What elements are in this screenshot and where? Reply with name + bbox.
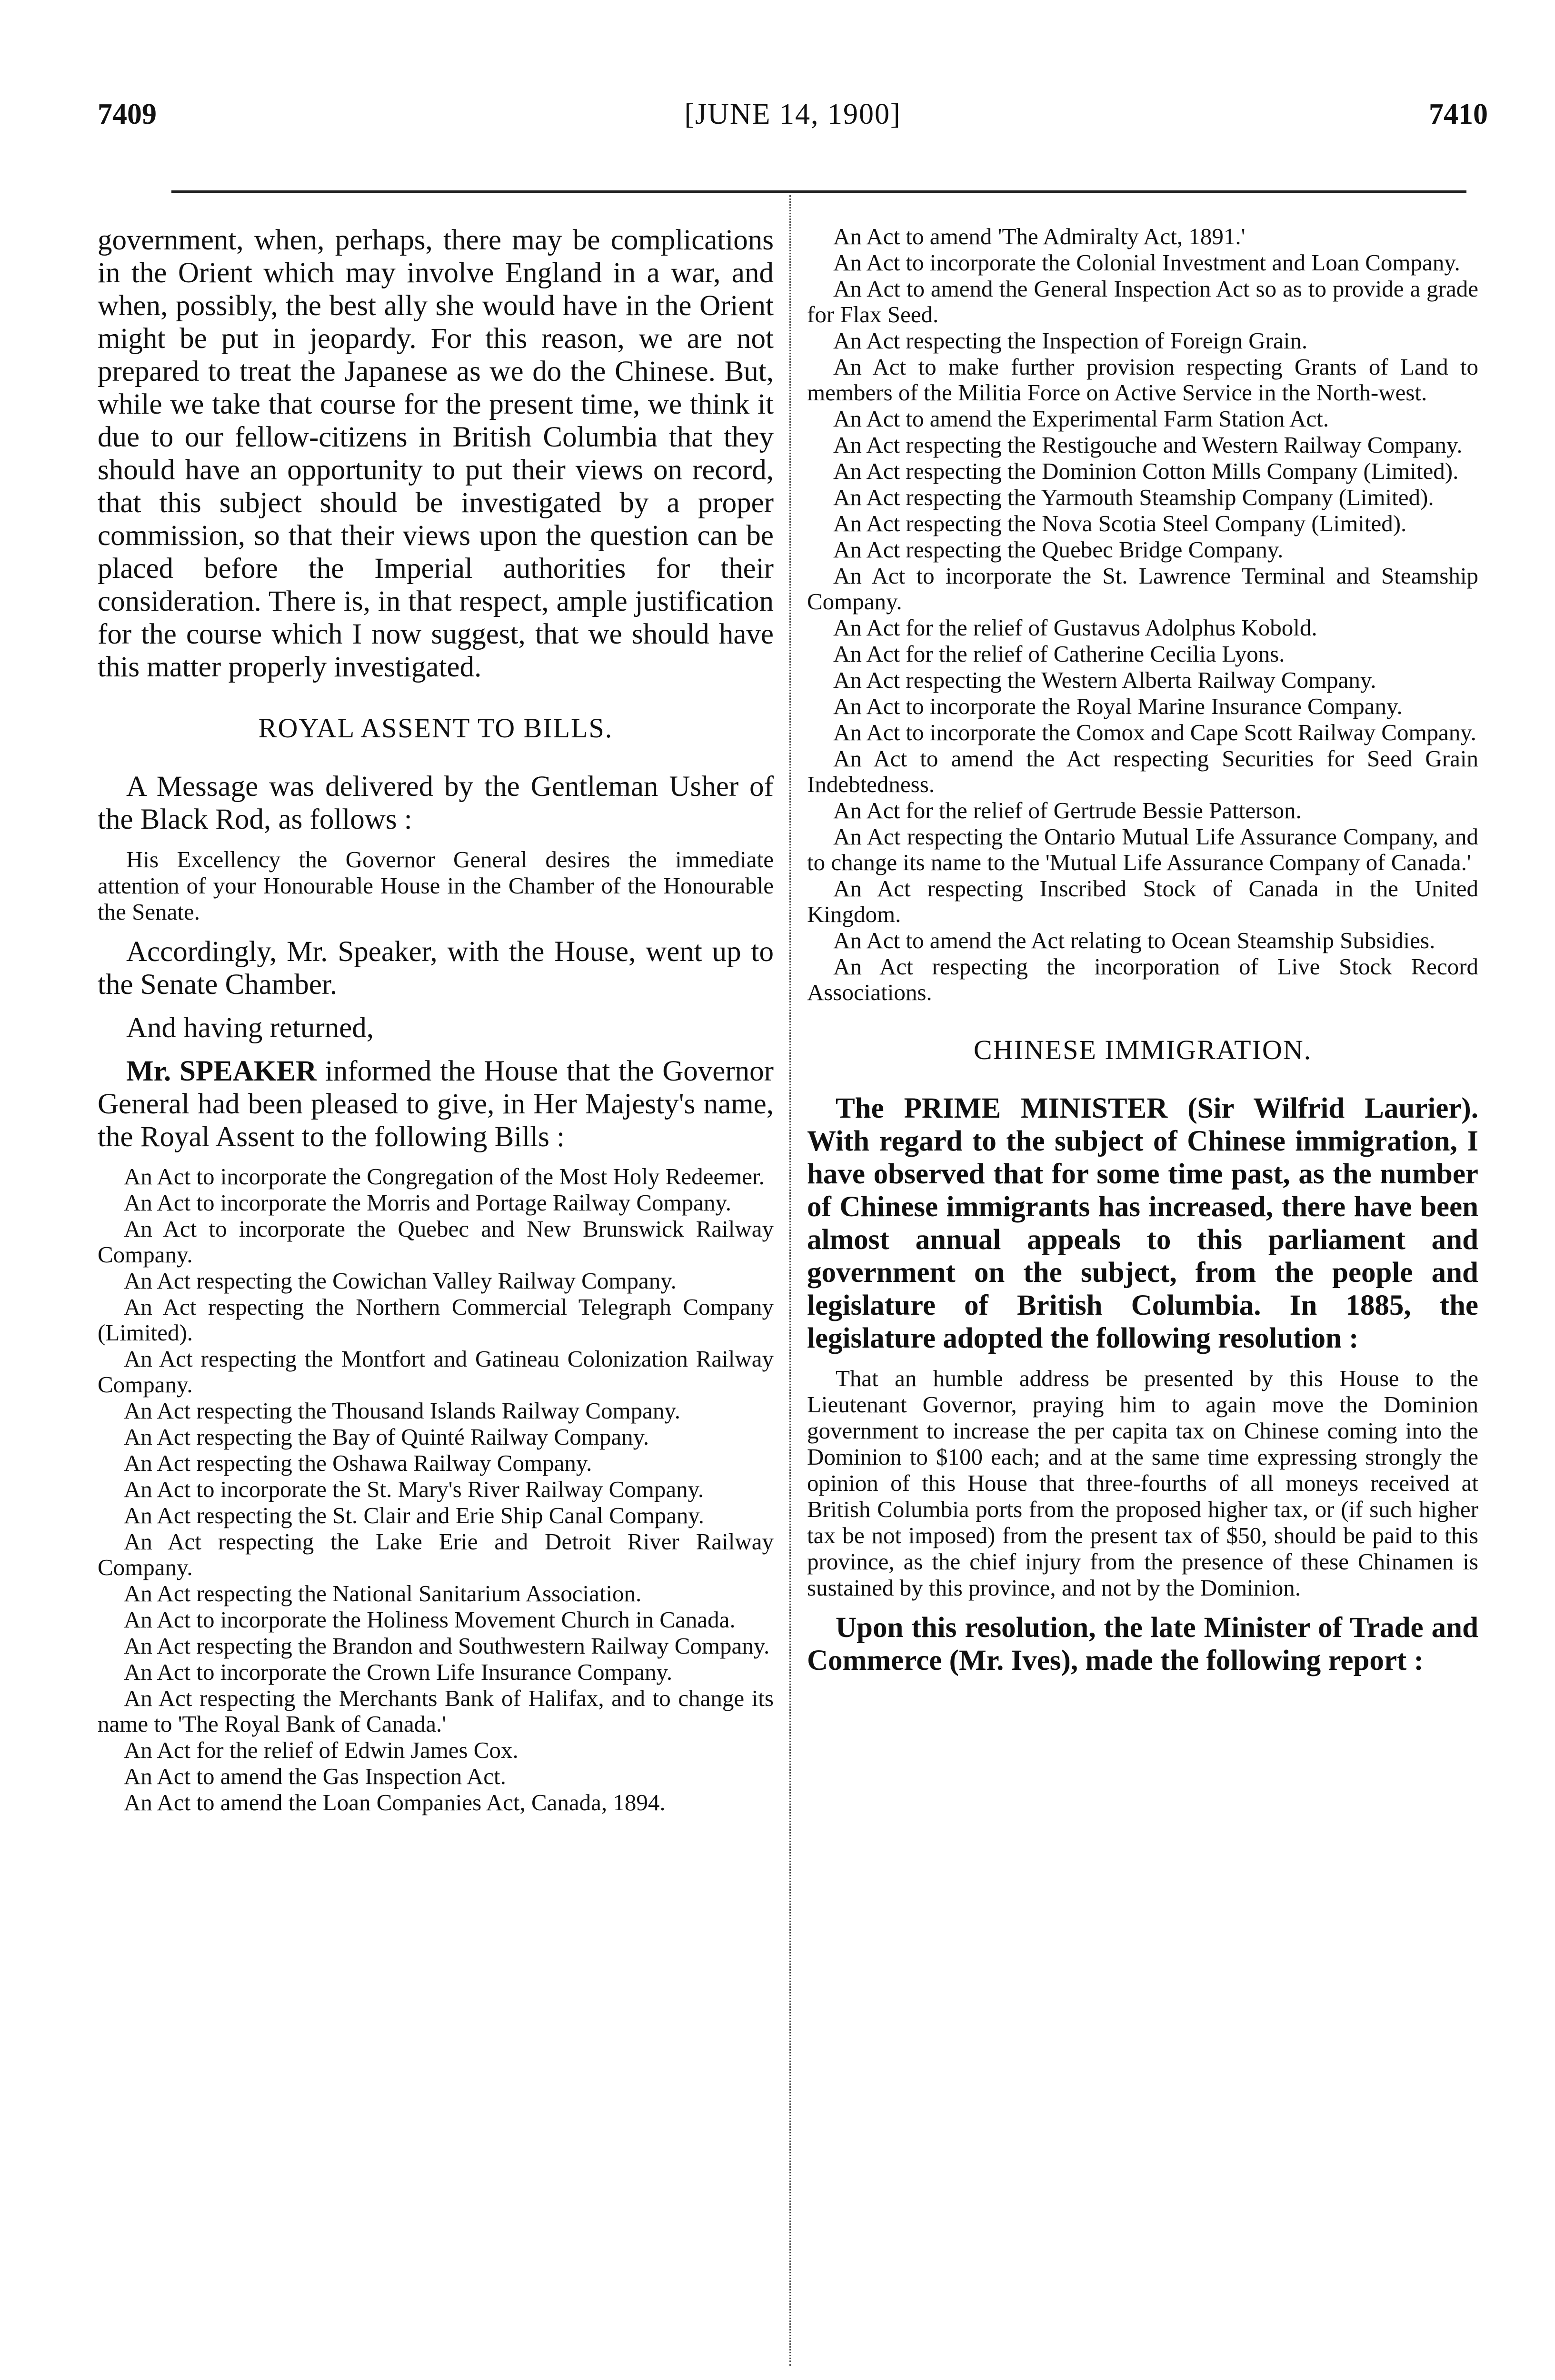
bill-item: An Act respecting the National Sanitarium Association. (124, 1580, 642, 1606)
bill-item: An Act to amend the Act respecting Securities for Seed Grain Indebtedness. (807, 745, 1478, 797)
legislature-resolution: That an humble address be presented by this House to the Lieutenant Governor, praying him to again move the Dominion government to increase the per capita tax on Chinese coming into the Dominion to $100 each; and at the same time expressing strongly the opinion of this House that three-fourths of all moneys received at British Columbia ports from the proposed higher tax, or (if such higher tax be not imposed) from the present tax of $50, should be paid to this province, as the chief injury from the presence of these Chinamen is sustained by this province, and not by the Dominion. (807, 1365, 1478, 1601)
bill-item: An Act to incorporate the St. Mary's River Railway Company. (124, 1476, 704, 1502)
bill-item: An Act to amend the Act relating to Ocean Steamship Subsidies. (833, 927, 1435, 953)
header-rule (171, 190, 1466, 193)
bill-item: An Act to incorporate the Comox and Cape Scott Railway Company. (833, 719, 1476, 745)
bill-item: An Act for the relief of Catherine Cecilia Lyons. (833, 641, 1285, 667)
governor-general-message: His Excellency the Governor General desires the immediate attention of your Honourable House in the Chamber of the Honourable the Senate. (98, 846, 774, 925)
bill-item: An Act to incorporate the Quebec and New Brunswick Railway Company. (98, 1216, 774, 1268)
bill-item: An Act respecting the Oshawa Railway Company. (124, 1450, 592, 1476)
bill-item: An Act respecting the Western Alberta Railway Company. (833, 667, 1376, 693)
speech-continuation: government, when, perhaps, there may be complications in the Orient which may involve England in a war, and when, possibly, the best ally she would have in the Orient might be put in jeopardy. For this reason, we are not prepared to treat the Japanese as we do the Chinese. But, while we take that course for the present time, we think it due to our fellow-citizens in British Columbia that they should have an opportunity to put their views on record, that this subject should be investigated by a proper commission, so that their views upon the question can be placed before the Imperial authorities for their consideration. There is, in that respect, ample justification for the course which I now suggest, that we should have this matter properly investigated. (98, 224, 774, 683)
bill-item: An Act respecting the Cowichan Valley Railway Company. (124, 1268, 677, 1294)
bill-item: An Act respecting Inscribed Stock of Canada in the United Kingdom. (807, 875, 1478, 927)
bill-item: An Act for the relief of Edwin James Cox. (124, 1737, 518, 1763)
right-bill-list (807, 224, 1478, 1005)
bill-item: An Act respecting the Montfort and Gatineau Colonization Railway Company. (98, 1346, 774, 1398)
bill-item: An Act respecting the Yarmouth Steamship Company (Limited). (833, 484, 1434, 510)
bill-item: An Act respecting the Merchants Bank of Halifax, and to change its name to 'The Royal Bank of Canada.' (98, 1685, 774, 1737)
bill-item: An Act to incorporate the Congregation of the Most Holy Redeemer. (124, 1163, 765, 1190)
bill-item: An Act respecting the St. Clair and Erie Ship Canal Company. (124, 1502, 704, 1528)
bill-item: An Act to amend the Experimental Farm Station Act. (833, 406, 1329, 432)
bill-item: An Act respecting the Nova Scotia Steel Company (Limited). (833, 510, 1407, 536)
bill-item: An Act for the relief of Gertrude Bessie Patterson. (833, 797, 1302, 823)
left-bill-list (98, 1164, 774, 1815)
section-heading-chinese-immigration: CHINESE IMMIGRATION. (973, 1034, 1312, 1065)
bill-item: An Act to incorporate the Colonial Investment and Loan Company. (833, 249, 1460, 276)
speaker-text: informed the House that the Governor General had been pleased to give, in Her Majesty's name, the Royal Assent to the following Bills : (98, 1055, 774, 1153)
bill-item: An Act respecting the Ontario Mutual Life Assurance Company, and to change its name to the 'Mutual Life Assurance Company of Canada.' (807, 823, 1478, 875)
session-date: [JUNE 14, 1900] (684, 98, 901, 130)
bill-item: An Act respecting the Quebec Bridge Company. (833, 536, 1284, 563)
bill-item: An Act to incorporate the St. Lawrence Terminal and Steamship Company. (807, 563, 1478, 615)
bill-item: An Act to incorporate the Crown Life Insurance Company. (124, 1659, 673, 1685)
bill-item: An Act for the relief of Gustavus Adolphus Kobold. (833, 615, 1317, 641)
bill-item: An Act respecting the Dominion Cotton Mills Company (Limited). (833, 458, 1459, 484)
right-page-number: 7410 (1429, 98, 1488, 130)
bill-item: An Act respecting the Bay of Quinté Railway Company. (124, 1424, 649, 1450)
column-divider (789, 195, 791, 2366)
bill-item: An Act to incorporate the Morris and Portage Railway Company. (124, 1190, 731, 1216)
bill-item: An Act to incorporate the Royal Marine Insurance Company. (833, 693, 1403, 719)
bill-item: An Act respecting the Northern Commercial Telegraph Company (Limited). (98, 1294, 774, 1346)
bill-item: An Act to amend the Gas Inspection Act. (124, 1763, 506, 1789)
speaker-paragraph (98, 1055, 774, 1153)
accordingly-paragraph: Accordingly, Mr. Speaker, with the House, went up to the Senate Chamber. (98, 936, 774, 1001)
left-column (98, 224, 774, 1816)
prime-minister-speech: The PRIME MINISTER (Sir Wilfrid Laurier). With regard to the subject of Chinese immigration, I have observed that for some time past, as the number of Chinese immigrants has increased, there have been almost annual appeals to this parliament and government on the subject, from the people and legislature of British Columbia. In 1885, the legislature adopted the following resolution : (807, 1092, 1478, 1354)
bill-item: An Act respecting the incorporation of Live Stock Record Associations. (807, 953, 1478, 1005)
bill-item: An Act to amend 'The Admiralty Act, 1891.' (833, 223, 1246, 249)
bill-item: An Act respecting the Thousand Islands Railway Company. (124, 1398, 680, 1424)
bill-item: An Act respecting the Restigouche and Western Railway Company. (833, 432, 1463, 458)
bill-item: An Act to amend the General Inspection Act so as to provide a grade for Flax Seed. (807, 276, 1478, 327)
bill-item: An Act respecting the Brandon and Southwestern Railway Company. (124, 1633, 770, 1659)
speaker-name: Mr. SPEAKER (126, 1055, 317, 1087)
bill-item: An Act respecting the Lake Erie and Detroit River Railway Company. (98, 1528, 774, 1580)
bill-item: An Act to make further provision respecting Grants of Land to members of the Militia Force on Active Service in the North-west. (807, 354, 1478, 406)
right-column (807, 224, 1478, 1677)
section-heading-royal-assent: ROYAL ASSENT TO BILLS. (258, 713, 613, 744)
bill-item: An Act to amend the Loan Companies Act, Canada, 1894. (124, 1789, 666, 1815)
left-page-number: 7409 (98, 98, 157, 130)
black-rod-message: A Message was delivered by the Gentleman Usher of the Black Rod, as follows : (98, 771, 774, 835)
closing-paragraph: Upon this resolution, the late Minister of Trade and Commerce (Mr. Ives), made the following report : (807, 1612, 1478, 1676)
page-header (98, 98, 1488, 140)
bill-item: An Act respecting the Inspection of Foreign Grain. (833, 327, 1308, 354)
returned-paragraph: And having returned, (126, 1012, 374, 1044)
bill-item: An Act to incorporate the Holiness Movement Church in Canada. (124, 1606, 736, 1633)
